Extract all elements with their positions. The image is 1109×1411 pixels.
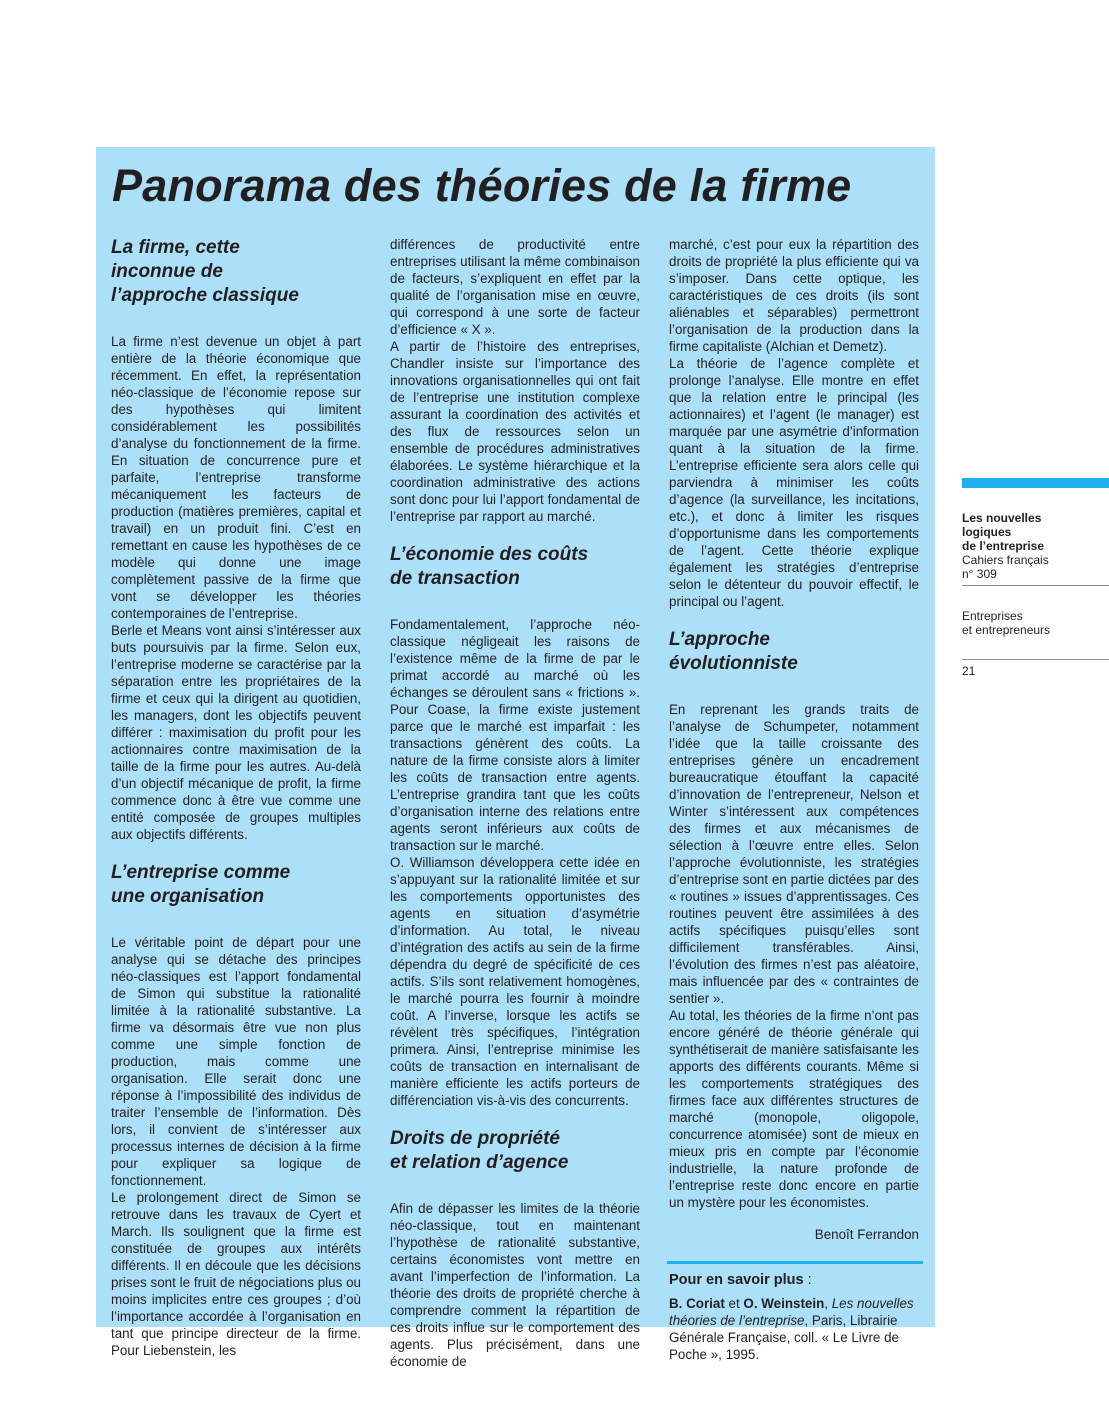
column-2 xyxy=(390,236,640,1370)
publication-info: Les nouvelles logiques de l’entreprise Cahiers français n° 309 xyxy=(962,511,1049,581)
paragraph: Au total, les théories de la firme n’ont pas encore généré de théorie générale qui synthétiserait de manière satisfaisante les apports des différents courants. Même si les comportements stratégiques des firmes face aux différentes structures de marché (monopole, oligopole, concurrence atomisée) sont de mieux en mieux pris en compte par l’économie industrielle, la nature profonde de l’entreprise reste donc encore en partie un mystère pour les économistes. xyxy=(669,1008,919,1210)
author-signature: Benoît Ferrandon xyxy=(814,1227,919,1242)
sidebar-accent-bar xyxy=(962,478,1109,488)
section-heading-evolutionary: L’approche évolutionniste xyxy=(669,629,798,674)
section-name: Entreprises et entrepreneurs xyxy=(962,609,1051,637)
paragraph: Afin de dépasser les limites de la théorie néo-classique, tout en maintenant l’hypothèse de rationalité substantive, certains économistes vont mettre en avant l’imperfection de l’information. La théorie des droits de propriété cherche à comprendre comment la répartition de ces droits influe sur le comportement des agents. Plus précisément, dans une économie de xyxy=(390,1201,640,1369)
paragraph: Fondamentalement, l’approche néo-classique négligeait les raisons de l’existence même de la firme de par le primat accordé au marché où les échanges se déroulent sans « frictions ». Pour Coase, la firme existe justement parce que le marché est imparfait : les transactions génèrent des coûts. La nature de la firme consiste alors à limiter les coûts de transaction entre agents. L’entreprise grandira tant que les coûts d’organisation interne des relations entre agents seront inférieurs aux coûts de transaction sur le marché. xyxy=(390,617,640,853)
column-1 xyxy=(111,236,361,1359)
sidebar-divider xyxy=(962,659,1109,660)
paragraph: O. Williamson développera cette idée en s’appuyant sur la rationalité limitée et sur les comportements opportunistes des agents en situation d’asymétrie d’information. Au total, le niveau d’intégration des actifs au sein de la firme dépendra du degré de spécificité de ces actifs. S’ils sont relativement homogènes, le marché pourra les fournir à moindre coût. A l’inverse, lorsque les actifs se révèlent très spécifiques, l’intégration primera. Ainsi, l’entreprise minimise les coûts de transaction en internalisant de manière efficiente les actifs porteurs de différenciation vis-à-vis des concurrents. xyxy=(390,855,640,1108)
bibliography-reference: B. Coriat et O. Weinstein, Les nouvelles théories de l’entreprise, Paris, Librairie Générale Française, coll. « Le Livre de Poche », 1995. xyxy=(669,1296,914,1362)
section-heading-organisation: L’entreprise comme une organisation xyxy=(111,862,291,907)
paragraph: En reprenant les grands traits de l’analyse de Schumpeter, notamment l’idée que la taille croissante des entreprises génère un encadrement bureaucratique étouffant la capacité d’innovation de l’entrepreneur, Nelson et Winter s’intéressent aux compétences des firmes et aux mécanismes de sélection à l’œuvre entre elles. Selon l’approche évolutionniste, les stratégies d’entreprise sont en partie dictées par des « routines » issues d’apprentissages. Ces routines peuvent être assimilées à des actifs spécifiques puisqu’elles sont difficilement transférables. Ainsi, l’évolution des firmes n’est pas aléatoire, mais influencée par des « contraintes de sentier ». xyxy=(669,702,919,1006)
column-3 xyxy=(669,236,919,1363)
section-heading-transaction-costs: L’économie des coûts de transaction xyxy=(390,544,589,589)
section-heading-classical: La firme, cette inconnue de l’approche classique xyxy=(111,237,299,306)
paragraph: Le véritable point de départ pour une analyse qui se détache des principes néo-classiques est l’apport fondamental de Simon qui substitue la rationalité limitée à la rationalité substantive. La firme va désormais être vue non plus comme une simple fonction de production, mais comme une organisation. Elle serait donc une réponse à l’impossibilité des individus de traiter l’ensemble de l’information. Dès lors, il convient de s’intéresser aux processus internes de décision à la firme pour expliquer sa logique de fonctionnement. xyxy=(111,935,361,1188)
paragraph: Le prolongement direct de Simon se retrouve dans les travaux de Cyert et March. Ils soulignent que la firme est constituée de groupes aux intérêts différents. Il en découle que les décisions prises sont le fruit de négociations plus ou moins implicites entre ces groupes ; d’où l’importance accordée à l’organisation en tant que principe directeur de la firme. Pour Liebenstein, les xyxy=(111,1190,361,1358)
page-number: 21 xyxy=(962,664,976,678)
sidebar-divider xyxy=(962,585,1109,586)
section-heading-property-rights: Droits de propriété et relation d’agence xyxy=(390,1128,569,1173)
further-reading-heading: Pour en savoir plus : xyxy=(669,1272,812,1288)
further-reading-rule xyxy=(667,1261,923,1264)
paragraph: différences de productivité entre entreprises utilisant la même combinaison de facteurs, s’expliquent en effet par la qualité de l’organisation mise en œuvre, qui correspond à une sorte de facteur d’efficience « X ». xyxy=(390,237,640,337)
article-title: Panorama des théories de la firme xyxy=(112,160,852,211)
paragraph: Berle et Means vont ainsi s’intéresser aux buts poursuivis par la firme. Selon eux, l’entreprise moderne se caractérise par la séparation entre les propriétaires de la firme et ceux qui la dirigent au quotidien, les managers, dont les objectifs peuvent différer : maximisation du profit pour les actionnaires contre maximisation de la taille de la firme pour les autres. Au-delà d’un objectif mécanique de profit, la firme commence donc à être vue comme une entité composée de groupes multiples aux objectifs différents. xyxy=(111,623,361,842)
paragraph: marché, c’est pour eux la répartition des droits de propriété la plus efficiente qui va s’imposer. Dans cette optique, les caractéristiques de ces droits (ils sont aliénables et séparables) permettront l’organisation de la production dans la firme capitaliste (Alchian et Demetz). xyxy=(669,237,919,354)
paragraph: La théorie de l’agence complète et prolonge l’analyse. Elle montre en effet que la relation entre le principal (les actionnaires) et l’agent (le manager) est marquée par une asymétrie d’information quant à la situation de la firme. L’entreprise efficiente sera alors celle qui parviendra à minimiser les coûts d’agence (la surveillance, les incitations, etc.), et donc à limiter les risques d’opportunisme dans les comportements de l’agent. Cette théorie explique également les stratégies d’entreprise selon le détenteur du pouvoir effectif, le principal ou l’agent. xyxy=(669,356,919,609)
paragraph: La firme n’est devenue un objet à part entière de la théorie économique que récemment. En effet, la représentation néo-classique de l’économie repose sur des hypothèses qui limitent considérablement les possibilités d’analyse du fonctionnement de la firme. En situation de concurrence pure et parfaite, l’entreprise transforme mécaniquement les facteurs de production (matières premières, capital et travail) en un produit fini. C’est en remettant en cause les hypothèses de ce modèle qui donne une image complètement passive de la firme que vont se développer les théories contemporaines de l’entreprise. xyxy=(111,334,361,621)
paragraph: A partir de l’histoire des entreprises, Chandler insiste sur l’importance des innovations organisationnelles qui ont fait de l’entreprise une institution complexe assurant la coordination des activités et des flux de ressources selon un ensemble de procédures administratives élaborées. Le système hiérarchique et la coordination administrative des actions sont donc pour lui l’apport fondamental de l’entreprise par rapport au marché. xyxy=(390,339,640,524)
